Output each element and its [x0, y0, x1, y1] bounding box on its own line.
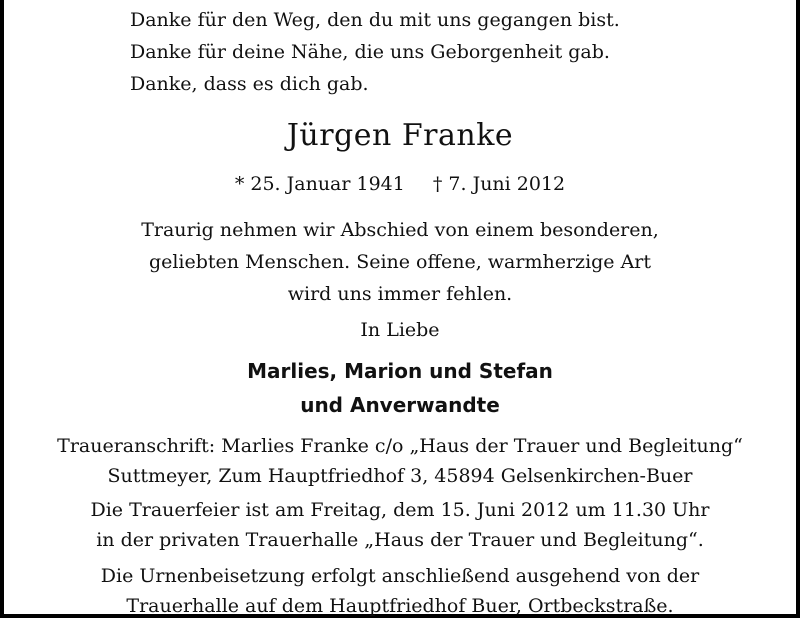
message-line-2: geliebten Menschen. Seine offene, warmherzige Art	[148, 251, 652, 273]
message-line-1: Traurig nehmen wir Abschied von einem besonderen,	[141, 219, 659, 241]
burial-line-2: Trauerhalle auf dem Hauptfriedhof Buer, Ortbeckstraße.	[126, 595, 674, 617]
birth-date: * 25. Januar 1941	[234, 173, 405, 195]
in-love-text: In Liebe	[360, 319, 440, 341]
family-line-2: und Anverwandte	[300, 393, 500, 417]
family-line-1: Marlies, Marion und Stefan	[247, 359, 553, 383]
address-line-1: Traueranschrift: Marlies Franke c/o „Haus der Trauer und Begleitung“	[57, 435, 743, 457]
death-date: † 7. Juni 2012	[432, 173, 566, 195]
deceased-name: Jürgen Franke	[286, 118, 514, 153]
address-line-2: Suttmeyer, Zum Hauptfriedhof 3, 45894 Gelsenkirchen-Buer	[107, 465, 693, 487]
ceremony-line-2: in der privaten Trauerhalle „Haus der Trauer und Begleitung“.	[96, 529, 704, 551]
ceremony-line-1: Die Trauerfeier ist am Freitag, dem 15. Juni 2012 um 11.30 Uhr	[90, 499, 710, 521]
life-dates	[4, 172, 796, 196]
poem-line-2: Danke für deine Nähe, die uns Geborgenheit gab.	[130, 41, 610, 63]
burial-line-1: Die Urnenbeisetzung erfolgt anschließend ausgehend von der	[100, 565, 700, 587]
message-line-3: wird uns immer fehlen.	[287, 283, 513, 305]
poem-line-1: Danke für den Weg, den du mit uns gegangen bist.	[130, 9, 620, 31]
poem-line-3: Danke, dass es dich gab.	[130, 73, 369, 95]
